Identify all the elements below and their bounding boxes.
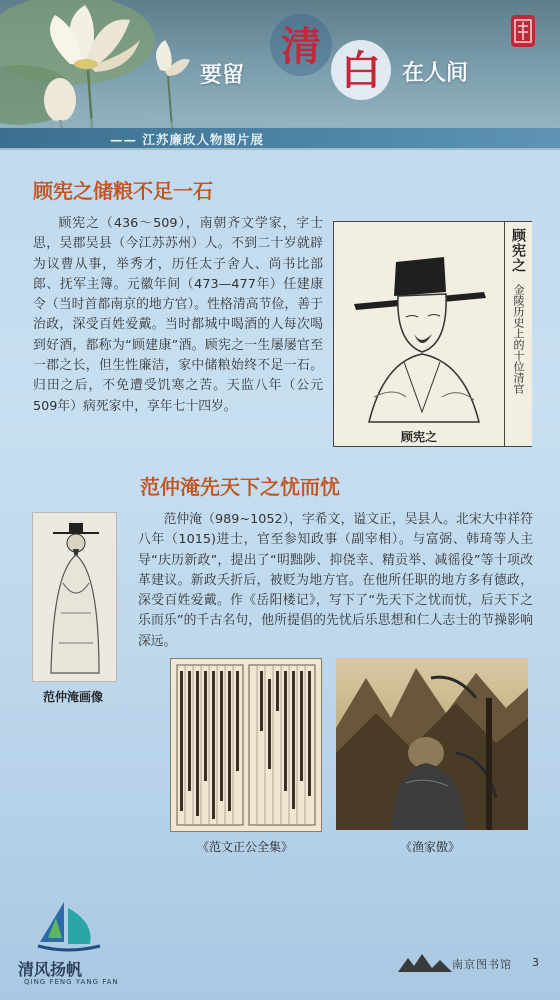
- fan-zhongyan-drawing: [33, 513, 116, 681]
- slogan-char-bai: 白: [341, 48, 381, 94]
- book-pages-drawing: [171, 659, 321, 831]
- page-number: 3: [532, 956, 539, 969]
- section2-body: 范仲淹（989~1052），字希文，谥文正，吴县人。北宋大中祥符八年（1015)进士，官至参知政事（副宰相）。与富弼、韩琦等人主导“庆历新政”，提出了“明黜陟、抑侥幸、精贡举、减徭役”等十项改革建议。新政夭折后，被贬为地方官。在他所任职的地方多有德政，深受百姓爱戴。作《岳阳楼记》，写下了“先天下之忧而忧，后天下之乐而乐”的千古名句，他所提倡的先忧后乐思想和仁人志士的节操影响深远。: [138, 512, 533, 649]
- gu-xianzhi-drawing: [334, 222, 504, 446]
- side-inscription-name: 顾宪之: [510, 228, 526, 273]
- gu-xianzhi-portrait: [333, 221, 532, 447]
- logo-subtext: QING FENG YANG FAN: [24, 978, 119, 986]
- section1-title: 顾宪之储粮不足一石: [33, 179, 213, 203]
- red-seal-icon: [510, 14, 536, 48]
- logo-text: 清风扬帆: [18, 960, 83, 979]
- book-caption: 《范文正公全集》: [196, 840, 293, 854]
- sail-logo-icon: [34, 898, 104, 956]
- painting-drawing: [336, 658, 528, 830]
- exhibition-subtitle: —— 江苏廉政人物图片展: [110, 132, 264, 147]
- slogan-left: 要留: [200, 63, 245, 88]
- book-image: [170, 658, 322, 832]
- slogan-right: 在人间: [402, 61, 469, 86]
- fan-zhongyan-portrait: [32, 512, 117, 682]
- mountain-logo-icon: [398, 950, 452, 974]
- gu-xianzhi-caption: 顾宪之: [400, 430, 437, 444]
- side-inscription: [504, 222, 532, 446]
- fan-zhongyan-caption: 范仲淹画像: [42, 690, 103, 704]
- section2-title: 范仲淹先天下之忧而忧: [140, 475, 340, 499]
- slogan-char-qing: 清: [281, 24, 321, 70]
- painting-image: [336, 658, 528, 830]
- painting-caption: 《渔家傲》: [399, 840, 460, 854]
- section1-body: 顾宪之（436～509），南朝齐文学家，字士思，吴郡吴县（今江苏苏州）人。不到二十岁就辟为议曹从事，举秀才，历任太子舍人、尚书比部郎、抚军主簿。元徽年间（473—477年）任建康令（当时首都南京的地方官）。性格清高节俭，善于治政，深受百姓爱戴。当时都城中喝酒的人每次喝到好酒，都称为“顾建康”酒。顾宪之一生屡屡官至一郡之长，但生性廉洁，家中储粮始终不足一石。归田之后，不免遭受饥寒之苦。天监八年（公元509年）病死家中，享年七十四岁。: [33, 216, 323, 414]
- library-name: 南京图书馆: [452, 958, 512, 971]
- side-inscription-desc: 金陵历史上的十位清官: [512, 284, 525, 394]
